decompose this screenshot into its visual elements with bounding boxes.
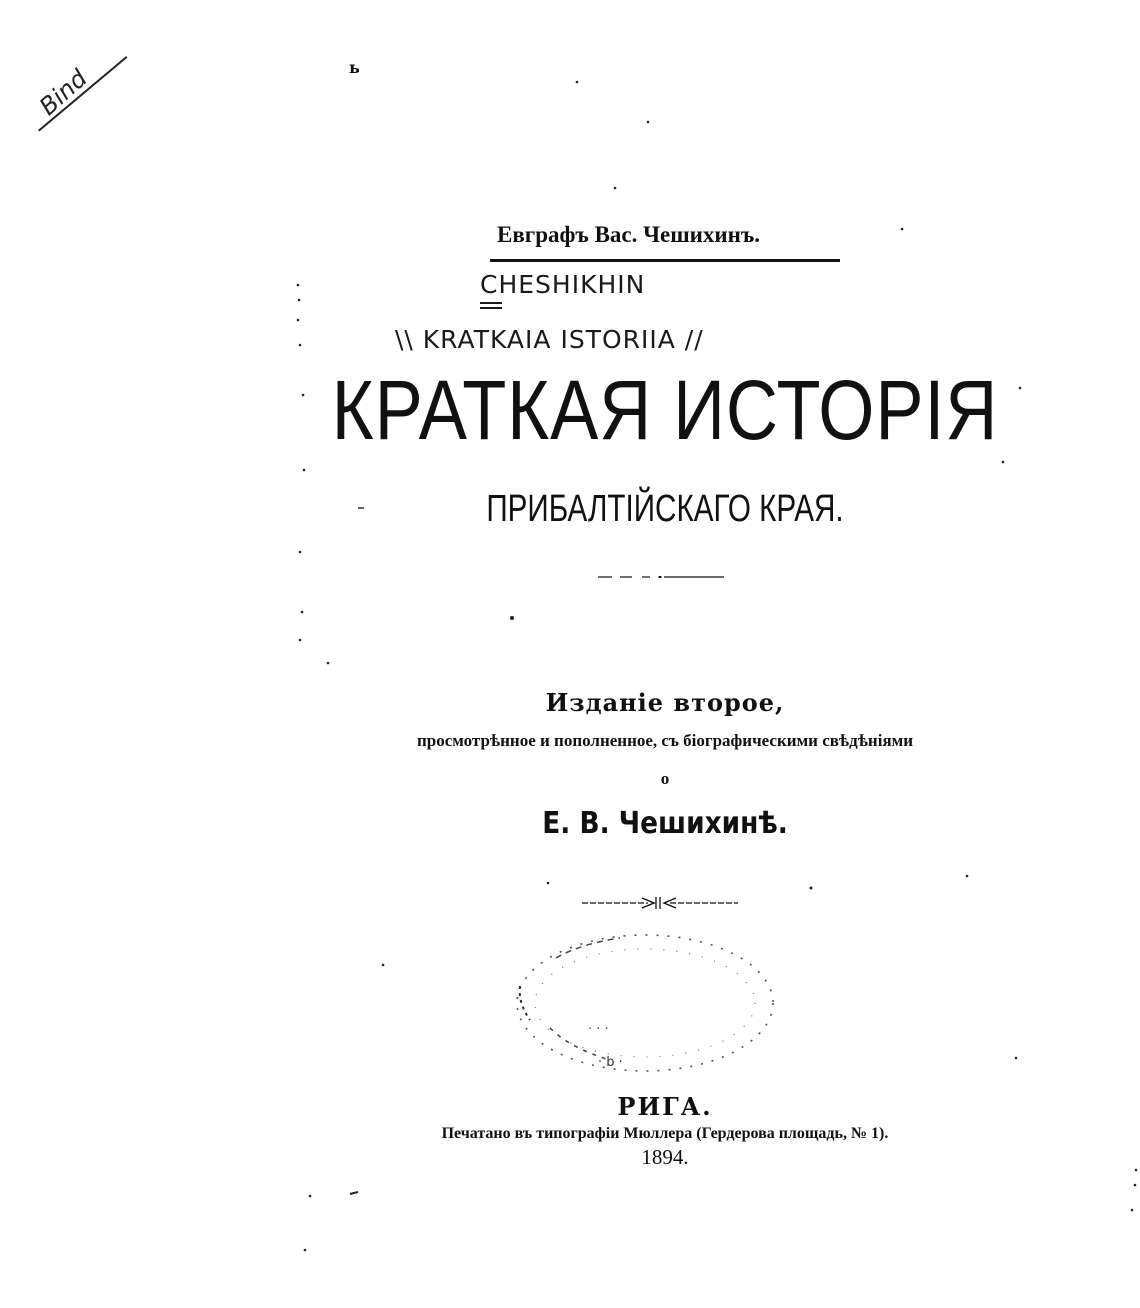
handwritten-underline xyxy=(480,302,502,304)
faded-library-stamp xyxy=(510,928,780,1078)
handwritten-author-annotation: CHESHIKHIN xyxy=(480,270,646,299)
handwritten-binder-note: Bind xyxy=(34,64,93,121)
svg-text:· · ·: · · · xyxy=(588,1022,609,1037)
author-underline xyxy=(490,259,840,262)
edition-preposition: о xyxy=(660,769,670,788)
handwritten-title-annotation: \\ KRATKAIA ISTORIIA // xyxy=(395,325,704,354)
arrow-divider-ornament xyxy=(580,893,740,913)
imprint-printer: Печатано въ типографіи Мюллера (Гердерова площадь, № 1). xyxy=(441,1125,889,1142)
handwritten-underline xyxy=(480,307,502,309)
divider-ornament xyxy=(598,576,724,578)
edition-heading: Изданіе второе, xyxy=(545,688,785,717)
imprint-city: РИГА. xyxy=(617,1092,713,1121)
subtitle: ПРИБАЛТІЙСКАГО КРАЯ. xyxy=(486,488,844,530)
svg-text:· b ·: · b · xyxy=(598,1055,623,1070)
biography-subject-name: Е. В. Чешихинѣ. xyxy=(542,806,788,841)
edition-details: просмотрѣнное и пополненное, съ біографическими свѣдѣніями xyxy=(416,731,914,750)
author-line: Евграфъ Вас. Чешихинъ. xyxy=(497,222,761,247)
main-title: КРАТКАЯ ИСТОРІЯ xyxy=(331,363,999,457)
imprint-year: 1894. xyxy=(641,1145,689,1169)
corner-mark: ь xyxy=(349,58,360,77)
